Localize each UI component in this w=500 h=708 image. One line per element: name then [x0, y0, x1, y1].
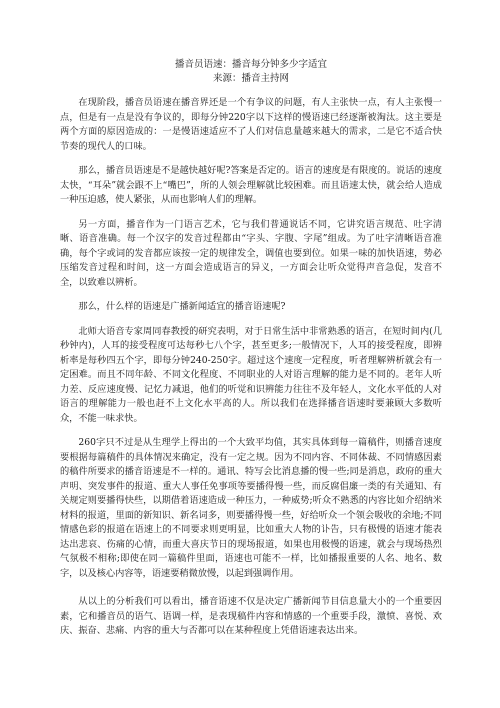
document-header [60, 58, 442, 86]
paragraph-conclusion: 从以上的分析我们可以看出，播音语速不仅是决定广播新闻节目信息量大小的一个重要因素，它和播音员的语气、语调一样，是表现稿件内容和情感的一个重要手段，激愤、喜悦、欢庆、振奋、悲痛、内容的重大与否都可以在某种程度上凭借语速表达出来。 [60, 596, 442, 636]
paragraph-research: 北师大语音专家周同春教授的研究表明，对于日常生活中非常熟悉的语言，在短时间内(几秒钟内)，人耳的接受程度可达每秒七八个字，甚至更多;一般情况下，人耳的接受程度，即辨析率是每秒四五个字，即每分钟240-250字。超过这个速度一定程度，听者理解辨析就会有一定困难。而且不同年龄、不同文化程度、不同职业的人对语言理解的能力是不同的。老年人听力差、反应速度慢、记忆力减退，他们的听觉和识辨能力往往不及年轻人，文化水平低的人对语言的理解能力一般也赶不上文化水平高的人。所以我们在选择播音语速时要兼顾大多数听众，不能一味求快。 [60, 325, 442, 424]
paragraph-speed-limit: 那么，播音员语速是不是越快越好呢?答案是否定的。语言的速度是有限度的。说话的速度太快，“耳朵”就会跟不上“嘴巴”，所的人领会理解就比较困难。而且语速太快，就会给人造成一种压迫感，使人紧张，从而也影响人们的理解。 [60, 165, 442, 205]
document-title: 播音员语速：播音每分钟多少字适宜 [174, 59, 327, 70]
document-source: 来源：播音主持网 [212, 73, 289, 84]
paragraph-question: 那么，什么样的语速是广播新闻适宜的播音语速呢? [78, 301, 286, 312]
paragraph-average: 260字只不过是从生理学上得出的一个大致平均值，其实具体到每一篇稿件，则播音速度要根据每篇稿件的具体情况来确定，没有一定之规。因为不同内容、不同体裁、不同情感因素的稿件所要求的播音语速是不一样的。通讯、特写会比消息播的慢一些;同是消息，政府的重大声明、突发事件的报道、重大人事任免事项等要播得慢一些，而反腐倡廉一类的有关通知、有关规定则要播得快些，以期借着语速造成一种压力，一种威势;听众不熟悉的内容比如介绍纳米材料的报道，里面的新知识、新名词多，则要播得慢一些，好给听众一个领会吸收的余地;不同情感色彩的报道在语速上的不同要求则更明显，比如重大人物的讣告，只有极慢的语速才能表达出悲哀、伤痛的心情，而重大喜庆节日的现场报道，如果也用极慢的语速，就会与现场热烈气氛极不相称;即使在同一篇稿件里面，语速也可能不一样，比如播报重要的人名、地名、数字，以及核心内容等，语速要稍微放慢，以起到强调作用。 [60, 437, 442, 579]
paragraph-art: 另一方面，播音作为一门语言艺术，它与我们普通说话不同，它讲究语言规范、吐字清晰、语音准确。每一个汉字的发音过程都由“字头、字腹、字尾”组成。为了吐字清晰语音准确，每个字或词的发音都应该按一定的规律发全，调值也要到位。如果一味的加快语速，势必压缩发音过程和时间，这一方面会造成语言的异义，一方面会让听众觉得声音急促，发音不全，以致难以辨析。 [60, 218, 442, 288]
paragraph-intro: 在现阶段，播音员语速在播音界还是一个有争议的问题，有人主张快一点，有人主张慢一点，但是有一点是没有争议的，即每分钟220字以下这样的慢语速已经逐渐被淘汰。这主要是两个方面的原因造成的：一是慢语速适应不了人们对信息量越来越大的需求，二是它不适合快节奏的现代人的口味。 [60, 97, 442, 152]
